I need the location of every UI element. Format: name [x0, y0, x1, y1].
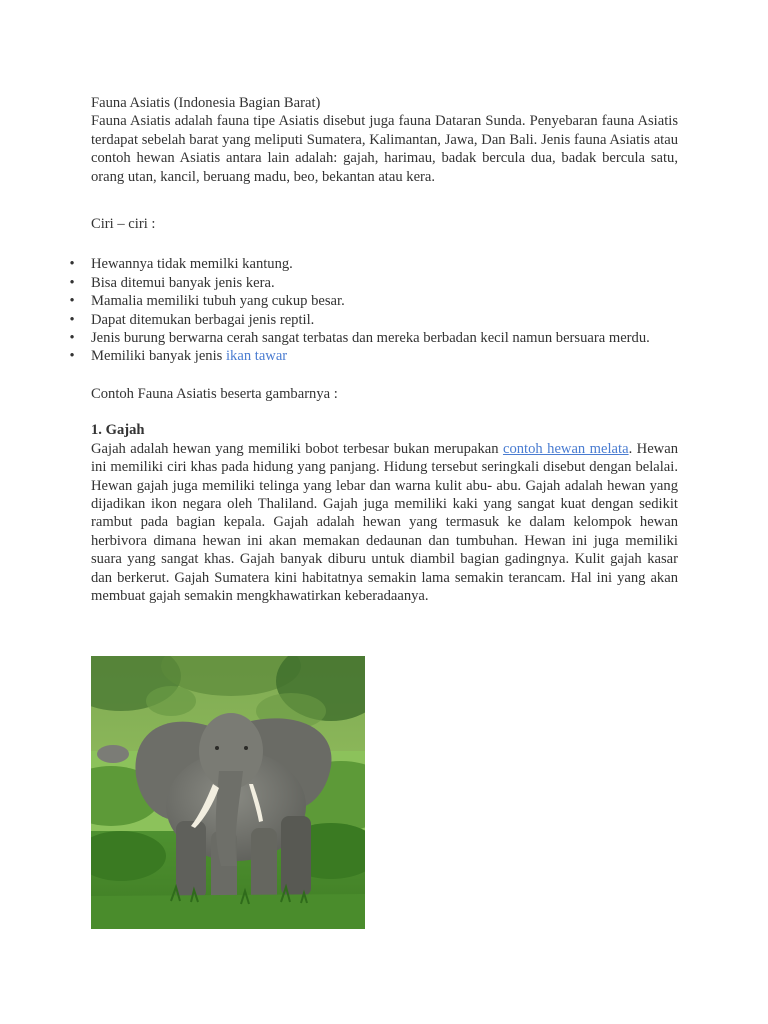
contoh-hewan-melata-link[interactable]: contoh hewan melata: [502, 440, 629, 457]
list-item-text: Memiliki banyak jenis: [91, 348, 226, 365]
ciri-list: [69, 255, 678, 365]
bullet-icon: •: [69, 330, 75, 347]
gajah-text-end: . Hewan ini memiliki ciri khas pada hidung yang panjang. Hidung tersebut seringkali disebut dengan belalai. Hewan gajah juga memiliki telinga yang lebar dan warna kulit abu- abu. Gajah adalah hewan yang dijadikan ikon negara oleh Thaliland. Gajah juga memiliki kaki yang sangat kuat dengan sedikit rambut pada bagian kepala. Gajah adalah hewan yang termasuk ke dalam kelompok hewan herbivora dimana hewan ini akan memakan dedaunan dan tumbuhan. Hewan ini juga memiliki suara yang sangat khas. Gajah banyak diburu untuk diambil bagian gadingnya. Kulit gajah kasar dan berkerut. Gajah Sumatera kini habitatnya semakin lama semakin terancam. Hal ini yang akan membuat gajah semakin mengkhawatirkan keberadaanya.: [91, 440, 678, 604]
elephant-photo: [91, 656, 365, 929]
list-item: [69, 274, 678, 292]
section-title-gajah: 1. Gajah: [91, 422, 145, 439]
list-item-text: Mamalia memiliki tubuh yang cukup besar.: [91, 293, 345, 310]
ciri-heading: Ciri – ciri :: [91, 216, 156, 233]
intro-paragraph: Fauna Asiatis adalah fauna tipe Asiatis disebut juga fauna Dataran Sunda. Penyebaran fauna Asiatis terdapat sebelah barat yang meliputi Sumatera, Kalimantan, Jawa, Dan Bali. Jenis fauna Asiatis atau contoh hewan Asiatis antara lain adalah: gajah, harimau, badak bercula dua, badak bercula satu, orang utan, kancil, beruang madu, beo, bekantan atau kera.: [91, 113, 678, 185]
bullet-icon: •: [69, 274, 75, 291]
gajah-text-start: Gajah adalah hewan yang memiliki bobot terbesar bukan merupakan: [91, 440, 503, 457]
list-item: [69, 255, 678, 273]
bullet-icon: •: [69, 293, 75, 310]
list-item: [69, 347, 678, 365]
gajah-paragraph: [91, 440, 678, 606]
bullet-icon: •: [69, 348, 75, 365]
list-item-text: Hewannya tidak memilki kantung.: [91, 256, 293, 273]
contoh-heading: Contoh Fauna Asiatis beserta gambarnya :: [91, 385, 338, 402]
list-item: [69, 311, 678, 329]
document-body: [69, 94, 678, 605]
list-item-text: Bisa ditemui banyak jenis kera.: [91, 274, 275, 291]
bullet-icon: •: [69, 256, 75, 273]
ikan-tawar-link[interactable]: ikan tawar: [225, 348, 288, 365]
list-item: [69, 329, 678, 347]
list-item-text: Dapat ditemukan berbagai jenis reptil.: [91, 311, 315, 328]
list-item-text: Jenis burung berwarna cerah sangat terbatas dan mereka berbadan kecil namun bersuara merdu.: [91, 330, 650, 347]
list-item: [69, 292, 678, 310]
bullet-icon: •: [69, 311, 75, 328]
document-title: Fauna Asiatis (Indonesia Bagian Barat): [91, 95, 321, 111]
